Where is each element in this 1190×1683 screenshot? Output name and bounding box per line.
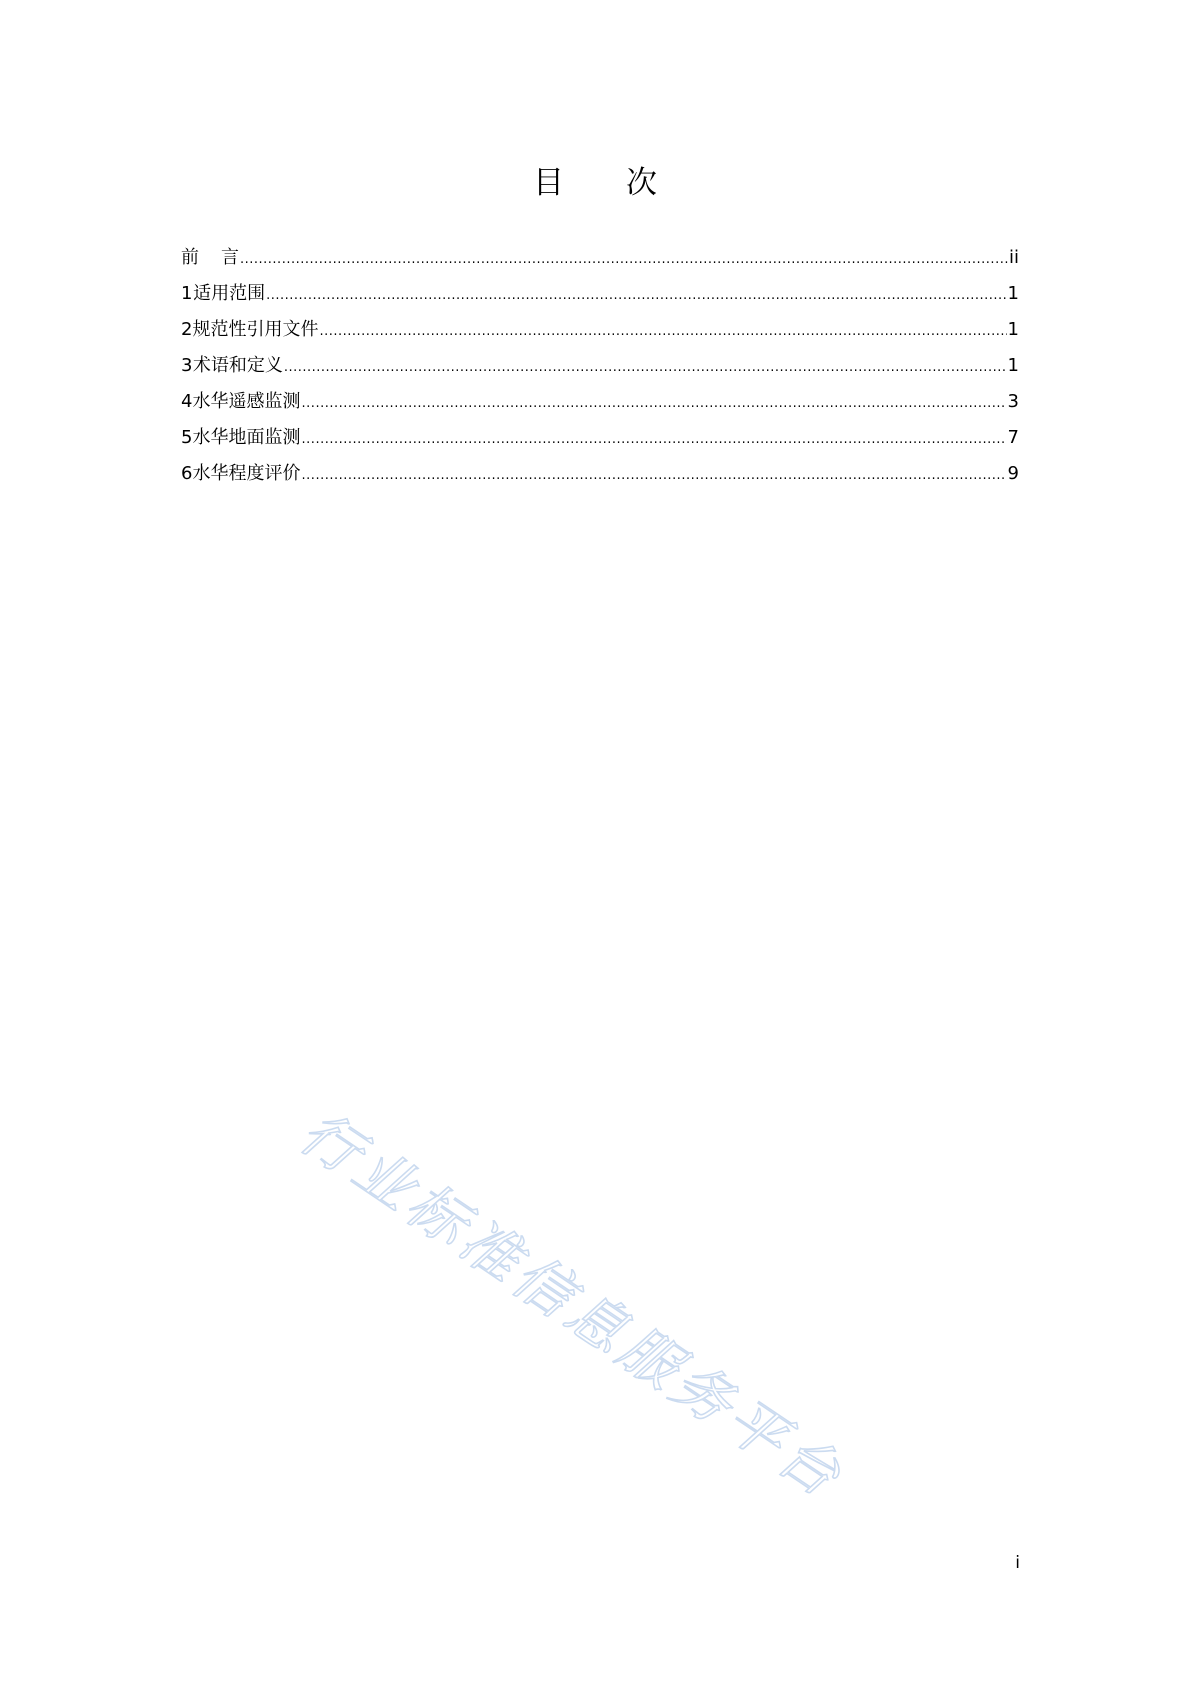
toc-entry-page: 1 [1007, 355, 1019, 376]
toc-entry-label: 规范性引用文件 [192, 319, 319, 340]
toc-entry-page: 1 [1007, 319, 1019, 340]
toc-entry-page: 3 [1007, 391, 1019, 412]
toc-entry-label: 前 言 [181, 247, 239, 268]
toc-leader-dots [319, 321, 1006, 343]
toc-entry-number: 6 [181, 463, 193, 484]
toc-entry-page: 9 [1007, 463, 1019, 484]
toc-entry-remote-sensing[interactable] [181, 391, 1019, 427]
toc-entry-number: 1 [181, 283, 193, 304]
title-char-1: 目 [533, 165, 564, 201]
toc-entry-evaluation[interactable] [181, 463, 1019, 499]
title-char-2: 次 [626, 165, 657, 201]
toc-entry-ground-monitoring[interactable] [181, 427, 1019, 463]
toc-entry-normative-references[interactable] [181, 319, 1019, 355]
toc-leader-dots [284, 357, 1007, 379]
toc-entry-number: 3 [181, 355, 193, 376]
toc-entry-label: 适用范围 [193, 283, 266, 304]
toc-entry-label: 水华遥感监测 [192, 391, 301, 412]
toc-entry-page: ii [1008, 247, 1019, 268]
page-number: i [1015, 1553, 1020, 1573]
toc-entry-label: 水华程度评价 [192, 463, 301, 484]
watermark: 行业标准信息服务平台 [288, 1097, 857, 1513]
toc-entry-page: 7 [1007, 427, 1019, 448]
toc-entry-number: 5 [181, 427, 193, 448]
toc-entry-label: 水华地面监测 [192, 427, 301, 448]
toc-leader-dots [302, 393, 1007, 415]
toc-entry-scope[interactable] [181, 283, 1019, 319]
table-of-contents [181, 247, 1019, 499]
toc-entry-number: 2 [181, 319, 193, 340]
toc-leader-dots [240, 249, 1008, 271]
toc-entry-foreword[interactable] [181, 247, 1019, 283]
toc-entry-page: 1 [1007, 283, 1019, 304]
toc-leader-dots [302, 465, 1007, 487]
page-title [0, 165, 1190, 201]
toc-entry-terms-definitions[interactable] [181, 355, 1019, 391]
toc-entry-number: 4 [181, 391, 193, 412]
toc-leader-dots [266, 285, 1006, 307]
toc-entry-label: 术语和定义 [192, 355, 283, 376]
toc-leader-dots [302, 429, 1007, 451]
